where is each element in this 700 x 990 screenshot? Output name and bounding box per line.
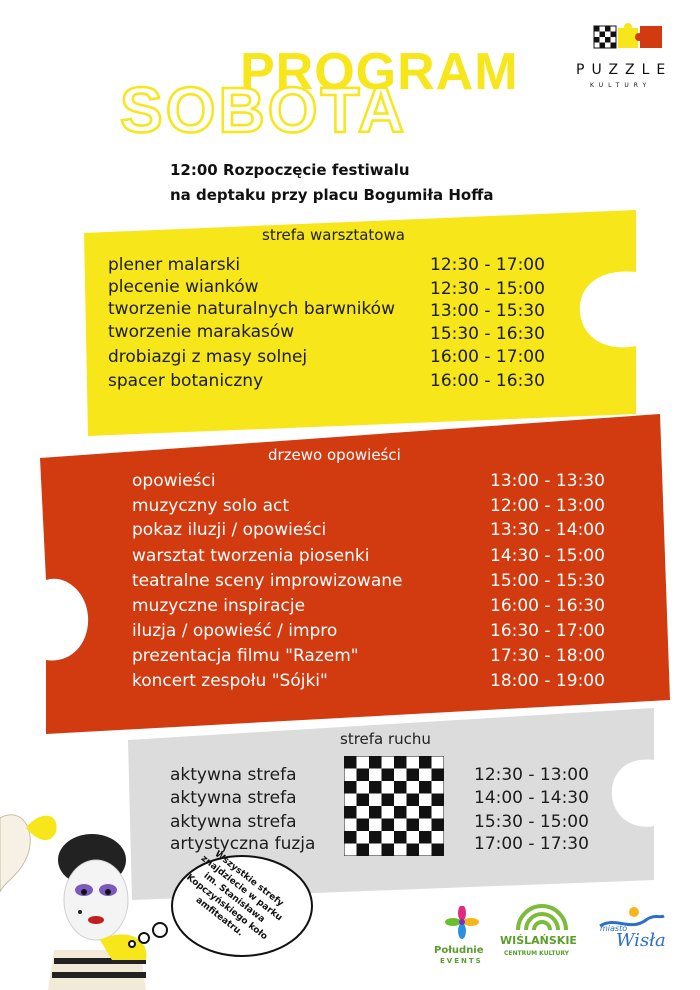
sponsor-1-name: Południe bbox=[434, 945, 484, 956]
item-time: 12:30 - 15:00 bbox=[430, 279, 545, 299]
item-time: 13:00 - 15:30 bbox=[430, 301, 545, 321]
item-time: 15:00 - 15:30 bbox=[490, 571, 605, 591]
sponsor-2-sub: CENTRUM KULTURY bbox=[504, 950, 570, 957]
item-name: drobiazgi z masy solnej bbox=[108, 347, 308, 367]
item-time: 17:00 - 17:30 bbox=[474, 834, 589, 854]
zone-title: strefa warsztatowa bbox=[262, 226, 405, 244]
item-name: muzyczne inspiracje bbox=[132, 596, 306, 616]
item-name: tworzenie naturalnych barwników bbox=[108, 299, 395, 319]
item-name: pokaz iluzji / opowieści bbox=[132, 520, 327, 540]
day-title: SOBOTA bbox=[120, 74, 408, 146]
item-name: aktywna strefa bbox=[170, 812, 297, 832]
sponsor-2-name: WIŚLAŃSKIE bbox=[500, 934, 577, 947]
item-name: spacer botaniczny bbox=[108, 371, 264, 391]
item-name: plener malarski bbox=[108, 255, 241, 275]
item-name: koncert zespołu "Sójki" bbox=[132, 671, 328, 691]
item-name: prezentacja filmu "Razem" bbox=[132, 646, 359, 666]
item-time: 14:30 - 15:00 bbox=[490, 546, 605, 566]
item-name: artystyczna fuzja bbox=[170, 834, 316, 854]
sponsor-1-sub: EVENTS bbox=[440, 957, 483, 965]
poludnie-events-logo-icon bbox=[440, 906, 484, 942]
item-time: 16:00 - 16:30 bbox=[490, 596, 605, 616]
opening-line-1: 12:00 Rozpoczęcie festiwalu bbox=[170, 161, 410, 179]
item-time: 15:30 - 15:00 bbox=[474, 812, 589, 832]
item-time: 13:00 - 13:30 bbox=[490, 471, 605, 491]
item-name: muzyczny solo act bbox=[132, 496, 290, 516]
sponsor-3-name: Wisła bbox=[616, 930, 666, 951]
item-name: iluzja / opowieść / impro bbox=[132, 621, 338, 641]
item-time: 18:00 - 19:00 bbox=[490, 671, 605, 691]
logo-name: PUZZLE bbox=[576, 62, 673, 78]
item-name: opowieści bbox=[132, 471, 216, 491]
program-title: PROGRAM bbox=[240, 43, 519, 101]
zone-title: strefa ruchu bbox=[340, 730, 431, 748]
logo-subtitle: KULTURY bbox=[590, 82, 652, 89]
wislanskie-centrum-logo-icon bbox=[512, 900, 572, 932]
item-time: 16:30 - 17:00 bbox=[490, 621, 605, 641]
checkerboard-icon bbox=[344, 756, 444, 856]
item-time: 12:00 - 13:00 bbox=[490, 496, 605, 516]
item-name: warsztat tworzenia piosenki bbox=[132, 546, 370, 566]
item-time: 14:00 - 14:30 bbox=[474, 788, 589, 808]
item-time: 12:30 - 13:00 bbox=[474, 765, 589, 785]
zone-title: drzewo opowieści bbox=[268, 446, 401, 464]
item-name: aktywna strefa bbox=[170, 765, 297, 785]
item-time: 15:30 - 16:30 bbox=[430, 324, 545, 344]
item-name: tworzenie marakasów bbox=[108, 322, 295, 342]
sponsor-3-sub: miasto bbox=[600, 924, 628, 933]
item-name: aktywna strefa bbox=[170, 788, 297, 808]
item-time: 17:30 - 18:00 bbox=[490, 646, 605, 666]
item-time: 13:30 - 14:00 bbox=[490, 520, 605, 540]
item-time: 16:00 - 16:30 bbox=[430, 371, 545, 391]
item-time: 12:30 - 17:00 bbox=[430, 255, 545, 275]
item-name: teatralne sceny improwizowane bbox=[132, 571, 403, 591]
item-time: 16:00 - 17:00 bbox=[430, 347, 545, 367]
item-name: plecenie wianków bbox=[108, 277, 259, 297]
opening-line-2: na deptaku przy placu Bogumiła Hoffa bbox=[170, 186, 494, 204]
location-note: Wszystkie strefy znajdziecie w parku im. Stanisława Kopczyńskiego koło amfiteatru. bbox=[184, 849, 286, 943]
